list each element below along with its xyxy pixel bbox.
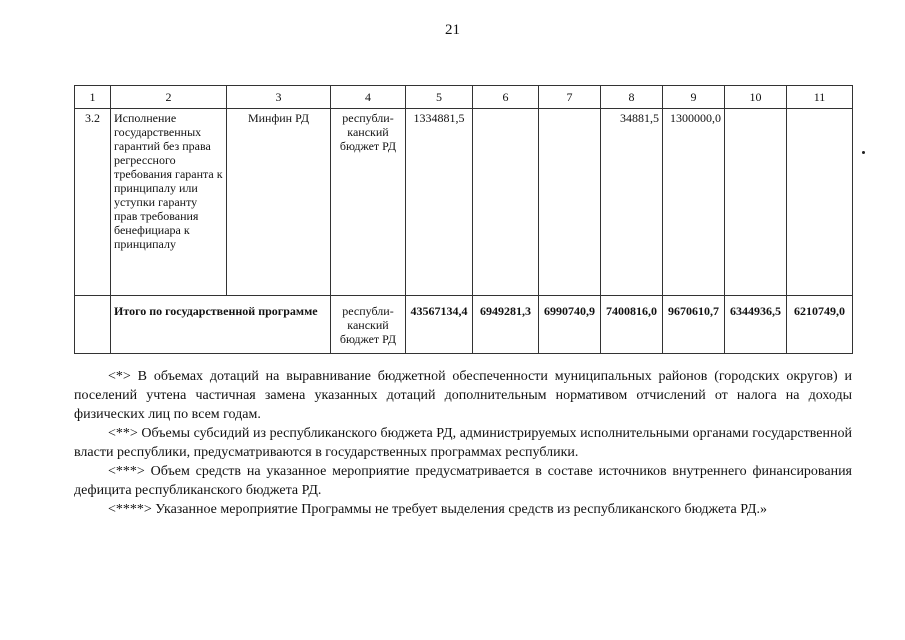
total-amount-year: 6344936,5 bbox=[725, 296, 787, 354]
footnote: <***> Объем средств на указанное мероприятие предусматривается в составе источников внутреннего финансирования дефицита республиканского бюджета РД. bbox=[74, 464, 852, 498]
amount-year bbox=[539, 109, 601, 296]
footnote: <*> В объемах дотаций на выравнивание бюджетной обеспеченности муниципальных районов (городских округов) и поселений учтена частичная замена указанных дотаций дополнительным нормативом отчислений от налога на доходы физических лиц по всем годам. bbox=[74, 369, 852, 422]
total-number-cell bbox=[75, 296, 111, 354]
funding-source: республи-канский бюджет РД bbox=[331, 109, 406, 296]
amount-year: 34881,5 bbox=[601, 109, 663, 296]
column-number: 3 bbox=[227, 86, 331, 109]
row-number: 3.2 bbox=[75, 109, 111, 296]
program-table bbox=[74, 85, 853, 354]
amount-year bbox=[787, 109, 853, 296]
amount-year bbox=[473, 109, 539, 296]
column-number: 10 bbox=[725, 86, 787, 109]
column-number: 5 bbox=[406, 86, 473, 109]
table-row bbox=[75, 109, 853, 296]
executor: Минфин РД bbox=[227, 109, 331, 296]
column-number: 2 bbox=[111, 86, 227, 109]
total-amount-year: 6210749,0 bbox=[787, 296, 853, 354]
total-row bbox=[75, 296, 853, 354]
column-number: 8 bbox=[601, 86, 663, 109]
amount-year: 1300000,0 bbox=[663, 109, 725, 296]
column-number: 1 bbox=[75, 86, 111, 109]
total-label: Итого по государственной программе bbox=[111, 296, 331, 354]
activity-name: Исполнение государственных гарантий без права регрессного требования гаранта к принципалу или уступки гаранту прав требования бенефициара к принципалу bbox=[111, 109, 227, 296]
footnotes bbox=[74, 367, 852, 519]
footnote: <****> Указанное мероприятие Программы не требует выделения средств из республиканского бюджета РД.» bbox=[108, 502, 767, 517]
total-amount-year: 7400816,0 bbox=[601, 296, 663, 354]
column-number: 11 bbox=[787, 86, 853, 109]
funding-source: республи-канский бюджет РД bbox=[331, 296, 406, 354]
total-amount-year: 6990740,9 bbox=[539, 296, 601, 354]
footnote: <**> Объемы субсидий из республиканского бюджета РД, администрируемых исполнительными органами государственной власти республики, предусматриваются в государственных программах республики. bbox=[74, 426, 852, 460]
column-number: 6 bbox=[473, 86, 539, 109]
total-amount-year: 6949281,3 bbox=[473, 296, 539, 354]
amount-year bbox=[725, 109, 787, 296]
column-number: 7 bbox=[539, 86, 601, 109]
column-number: 4 bbox=[331, 86, 406, 109]
amount-total: 1334881,5 bbox=[406, 109, 473, 296]
page-number: 21 bbox=[445, 22, 460, 38]
total-amount: 43567134,4 bbox=[406, 296, 473, 354]
scan-speck bbox=[862, 151, 865, 154]
column-number: 9 bbox=[663, 86, 725, 109]
total-amount-year: 9670610,7 bbox=[663, 296, 725, 354]
column-number-row bbox=[75, 86, 853, 109]
